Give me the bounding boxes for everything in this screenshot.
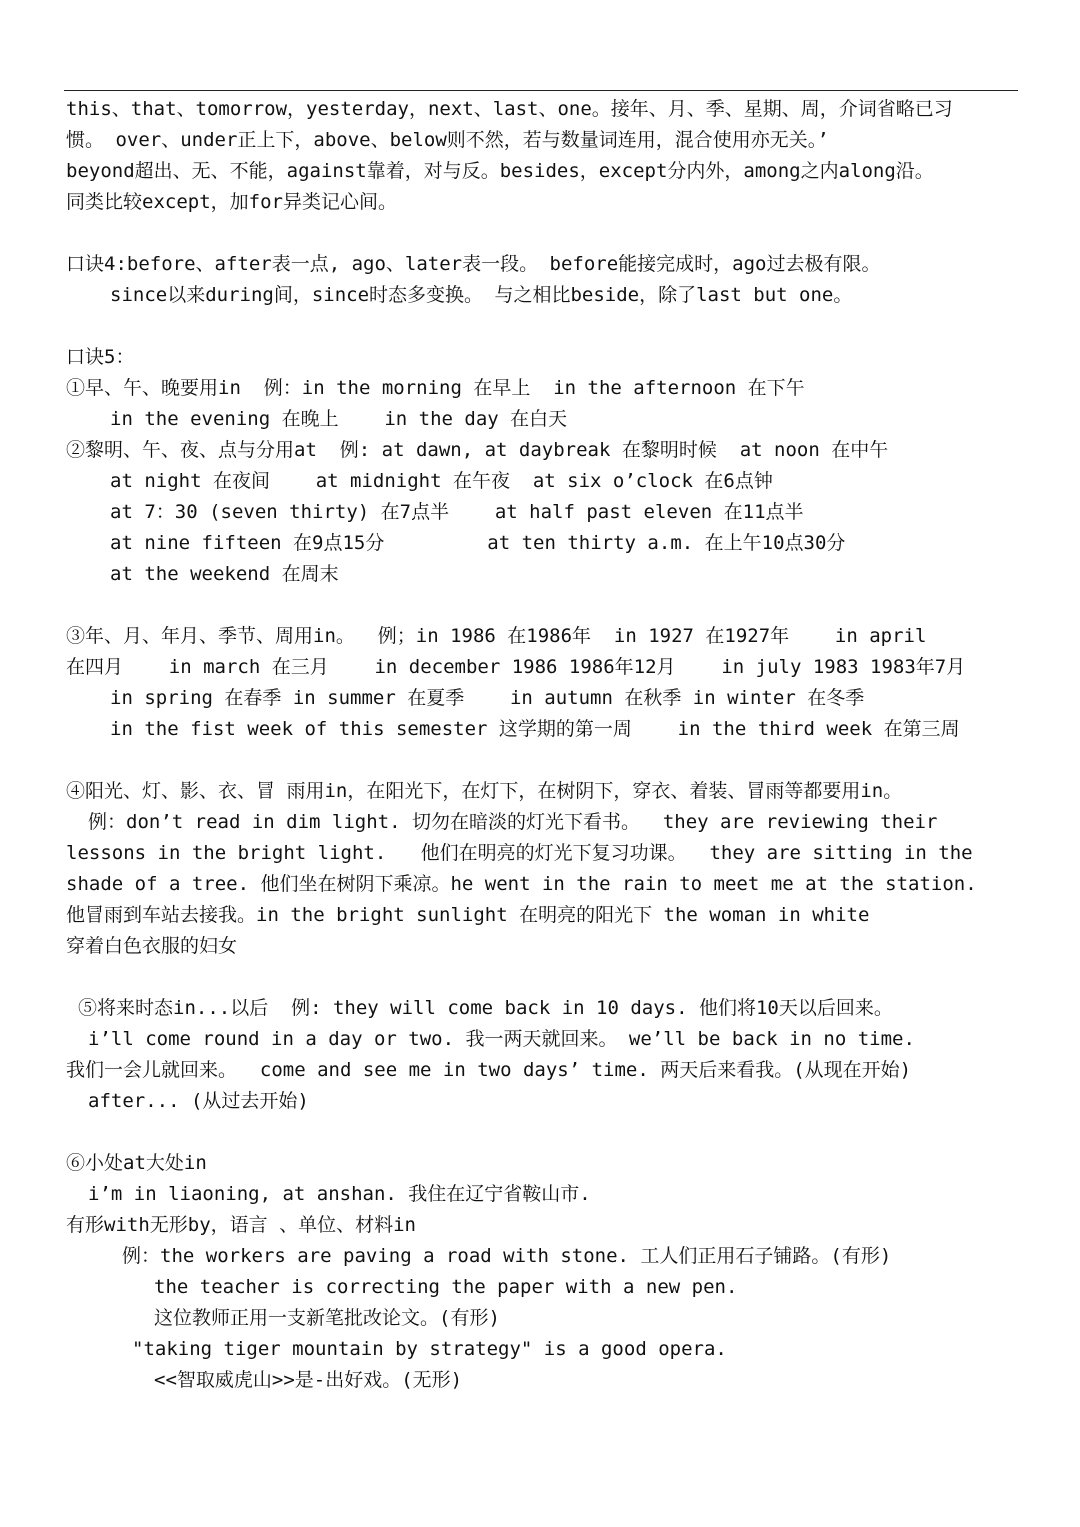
text-line: ⑤将来时态in...以后 例: they will come back in 10 days. 他们将10天以后回来。 — [78, 997, 893, 1019]
text-line: 我们一会儿就回来。 come and see me in two days’ time. 两天后来看我。(从现在开始) — [66, 1059, 912, 1081]
text-line: since以来during间，since时态多变换。 与之相比beside，除了last but one。 — [110, 284, 853, 306]
text-line: the teacher is correcting the paper with a new pen. — [154, 1276, 738, 1298]
spacer — [66, 218, 1016, 249]
text-line: i’m in liaoning, at anshan. 我住在辽宁省鞍山市. — [88, 1183, 591, 1205]
document-body — [66, 94, 1016, 1396]
text-line: this、that、tomorrow，yesterday，next、last、one。接年、月、季、星期、周，介词省略已习 — [66, 98, 953, 120]
text-line: lessons in the bright light. 他们在明亮的灯光下复习功课。 they are sitting in the — [66, 842, 973, 864]
section-6-small-large-place — [66, 1148, 1016, 1396]
spacer — [66, 311, 1016, 342]
spacer — [66, 745, 1016, 776]
text-line: at night 在夜间 at midnight 在午夜 at six o’clock 在6点钟 — [110, 470, 773, 492]
paragraph-mnemonic-4 — [66, 249, 1016, 311]
text-line: in the fist week of this semester 这学期的第一周 in the third week 在第三周 — [110, 718, 960, 740]
text-line: 例：don’t read in dim light. 切勿在暗淡的灯光下看书。 they are reviewing their — [88, 811, 938, 833]
text-line: at the weekend 在周末 — [110, 563, 339, 585]
section-heading-mnemonic-5: 口诀5： — [66, 346, 135, 368]
text-line: shade of a tree. 他们坐在树阴下乘凉。he went in the rain to meet me at the station. — [66, 873, 977, 895]
text-line: 口诀4:before、after表一点, ago、later表一段。 before能接完成时，ago过去极有限。 — [66, 253, 881, 275]
header-rule — [64, 90, 1018, 91]
text-line: ④阳光、灯、影、衣、冒 雨用in，在阳光下，在灯下，在树阴下，穿衣、着装、冒雨等都要用in。 — [66, 780, 903, 802]
text-line: i’ll come round in a day or two. 我一两天就回来。 we’ll be back in no time. — [88, 1028, 915, 1050]
text-line: in the evening 在晚上 in the day 在白天 — [110, 408, 568, 430]
spacer — [66, 962, 1016, 993]
text-line: <<智取威虎山>>是-出好戏。(无形) — [154, 1369, 463, 1391]
text-line: beyond超出、无、不能，against靠着，对与反。besides，except分内外，among之内along沿。 — [66, 160, 934, 182]
text-line: 例：the workers are paving a road with stone. 工人们正用石子铺路。(有形) — [122, 1245, 892, 1267]
text-line: ①早、午、晚要用in 例：in the morning 在早上 in the afternoon 在下午 — [66, 377, 805, 399]
text-line: 在四月 in march 在三月 in december 1986 1986年12月 in july 1983 1983年7月 — [66, 656, 966, 678]
text-line: 穿着白色衣服的妇女 — [66, 935, 238, 957]
text-line: 惯。 over、under正上下，above、below则不然，若与数量词连用，混合使用亦无关。’ — [66, 129, 829, 151]
section-2-time-points — [66, 435, 1016, 590]
section-3-years-months — [66, 621, 1016, 745]
text-line: at nine fifteen 在9点15分 at ten thirty a.m. 在上午10点30分 — [110, 532, 846, 554]
section-4-light-shade — [66, 776, 1016, 962]
text-line: after... (从过去开始) — [88, 1090, 309, 1112]
section-1-morning-afternoon — [66, 373, 1016, 435]
text-line: ②黎明、午、夜、点与分用at 例: at dawn, at daybreak 在黎明时候 at noon 在中午 — [66, 439, 889, 461]
text-line: ⑥小处at大处in — [66, 1152, 207, 1174]
text-line: 这位教师正用一支新笔批改论文。(有形) — [154, 1307, 500, 1329]
spacer — [66, 1117, 1016, 1148]
section-5-future-in — [66, 993, 1016, 1117]
text-line: ③年、月、年月、季节、周用in。 例；in 1986 在1986年 in 1927 在1927年 in april — [66, 625, 927, 647]
text-line: "taking tiger mountain by strategy" is a good opera. — [132, 1338, 727, 1360]
text-line: 同类比较except，加for异类记心间。 — [66, 191, 397, 213]
text-line: 他冒雨到车站去接我。in the bright sunlight 在明亮的阳光下 the woman in white — [66, 904, 870, 926]
text-line: at 7：30 (seven thirty) 在7点半 at half past eleven 在11点半 — [110, 501, 804, 523]
text-line: in spring 在春季 in summer 在夏季 in autumn 在秋季 in winter 在冬季 — [110, 687, 865, 709]
paragraph-prepositions-rules — [66, 94, 1016, 218]
text-line: 有形with无形by，语言 、单位、材料in — [66, 1214, 416, 1236]
spacer — [66, 590, 1016, 621]
